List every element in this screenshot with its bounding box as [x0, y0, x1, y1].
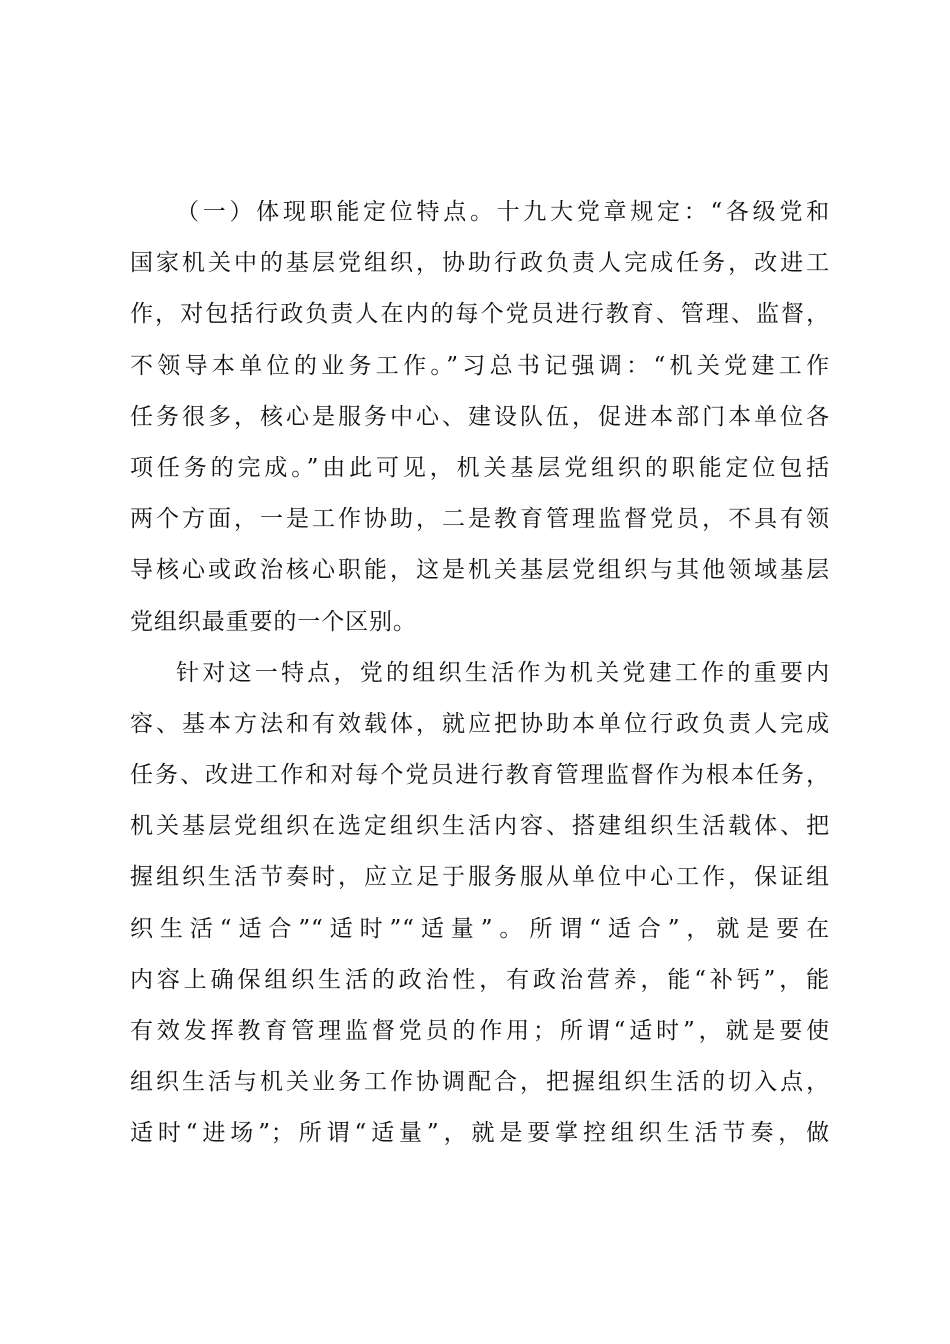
paragraph-line: 作，对包括行政负责人在内的每个党员进行教育、管理、监督， — [130, 301, 830, 328]
paragraph-line: 任务很多，核心是服务中心、建设队伍，促进本部门本单位各 — [130, 403, 830, 430]
paragraph-line: 导核心或政治核心职能，这是机关基层党组织与其他领域基层 — [130, 557, 830, 584]
paragraph-line: 机关基层党组织在选定组织生活内容、搭建组织生活载体、把 — [130, 813, 830, 840]
paragraph-line: 不领导本单位的业务工作。”习总书记强调：“机关党建工作 — [130, 352, 830, 379]
paragraph-line: 项任务的完成。”由此可见，机关基层党组织的职能定位包括 — [130, 454, 830, 481]
paragraph-line: 党组织最重要的一个区别。 — [130, 608, 417, 635]
paragraph-line: 握组织生活节奏时，应立足于服务服从单位中心工作，保证组 — [130, 864, 830, 891]
paragraph-line: 针对这一特点，党的组织生活作为机关党建工作的重要内 — [176, 659, 830, 686]
paragraph-line: 内容上确保组织生活的政治性，有政治营养，能“补钙”，能 — [130, 966, 830, 993]
paragraph-line: （一）体现职能定位特点。十九大党章规定：“各级党和 — [176, 199, 830, 225]
document-body — [130, 187, 830, 1160]
paragraph-line: 容、基本方法和有效载体，就应把协助本单位行政负责人完成 — [130, 710, 830, 737]
paragraph-line: 组织生活与机关业务工作协调配合，把握组织生活的切入点， — [130, 1069, 830, 1096]
paragraph-2 — [130, 648, 830, 1160]
paragraph-line: 有效发挥教育管理监督党员的作用；所谓“适时”，就是要使 — [130, 1018, 830, 1044]
paragraph-line: 任务、改进工作和对每个党员进行教育管理监督作为根本任务， — [130, 762, 830, 789]
paragraph-line: 适时“进场”；所谓“适量”，就是要掌控组织生活节奏，做 — [130, 1120, 830, 1147]
paragraph-line: 国家机关中的基层党组织，协助行政负责人完成任务，改进工 — [130, 250, 830, 277]
paragraph-line: 两个方面，一是工作协助，二是教育管理监督党员，不具有领 — [130, 506, 830, 533]
paragraph-1 — [130, 187, 830, 648]
paragraph-line: 织生活“适合”“适时”“适量”。所谓“适合”，就是要在 — [130, 915, 830, 942]
